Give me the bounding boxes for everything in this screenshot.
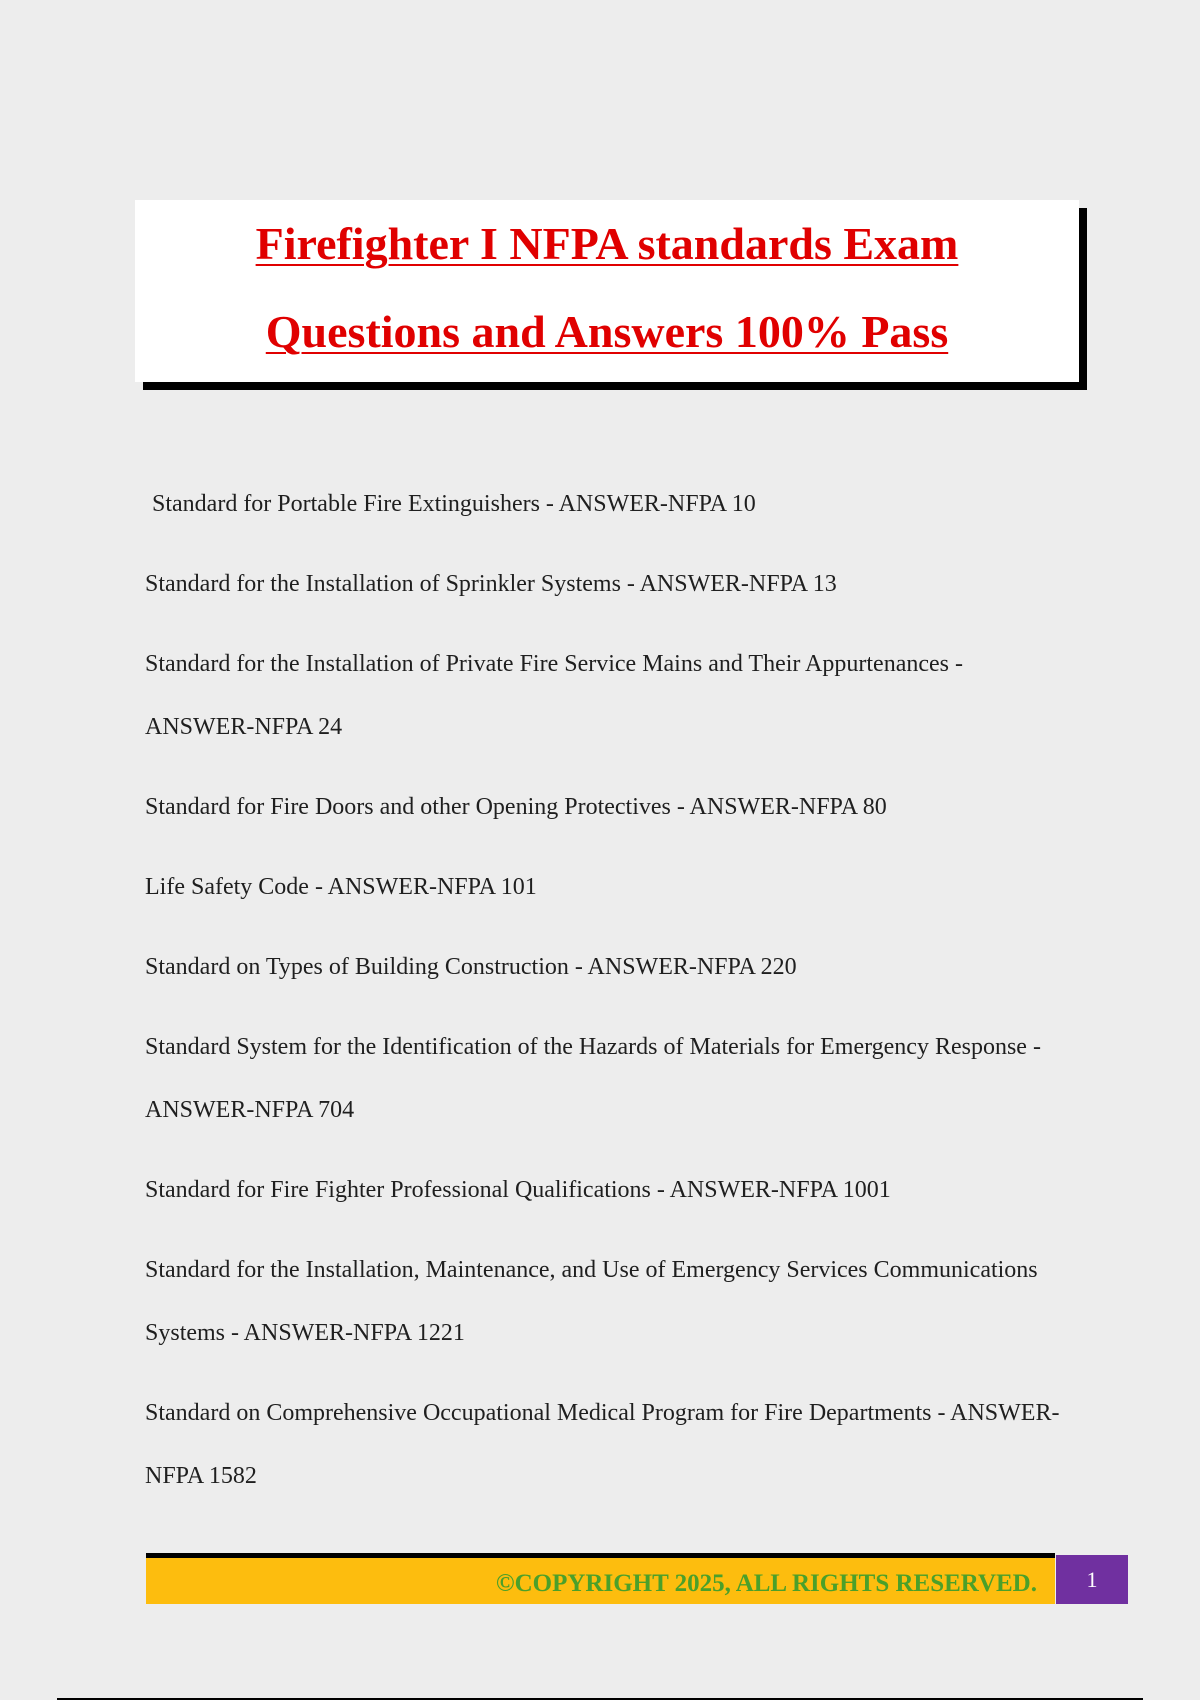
qa-item: Standard for Portable Fire Extinguishers - ANSWER-NFPA 10 <box>152 491 756 517</box>
qa-item: Standard for the Installation, Maintenance, and Use of Emergency Services Communications Systems - ANSWER-NFPA 1221 <box>145 1257 1038 1346</box>
qa-item: Standard for Fire Doors and other Opening Protectives - ANSWER-NFPA 80 <box>145 794 887 820</box>
qa-item: Standard on Types of Building Construction - ANSWER-NFPA 220 <box>145 954 797 980</box>
qa-item: Standard for Fire Fighter Professional Qualifications - ANSWER-NFPA 1001 <box>145 1177 891 1203</box>
title-box <box>135 200 1079 382</box>
qa-item: Standard for the Installation of Private Fire Service Mains and Their Appurtenances - ANSWER-NFPA 24 <box>145 651 963 740</box>
page-footer <box>146 1553 1055 1604</box>
qa-list <box>145 473 1075 1525</box>
title-line-1: Firefighter I NFPA standards Exam <box>255 218 959 269</box>
copyright-notice: ©COPYRIGHT 2025, ALL RIGHTS RESERVED. <box>495 1570 1037 1597</box>
qa-item: Standard on Comprehensive Occupational Medical Program for Fire Departments - ANSWER-NFPA 1582 <box>145 1400 1060 1489</box>
title-line-2: Questions and Answers 100% Pass <box>265 306 949 357</box>
qa-item: Life Safety Code - ANSWER-NFPA 101 <box>145 874 537 900</box>
page-number: 1 <box>1056 1555 1128 1604</box>
footer-band <box>146 1558 1055 1604</box>
qa-item: Standard System for the Identification of the Hazards of Materials for Emergency Response - ANSWER-NFPA 704 <box>145 1034 1041 1123</box>
qa-item: Standard for the Installation of Sprinkler Systems - ANSWER-NFPA 13 <box>145 571 837 597</box>
